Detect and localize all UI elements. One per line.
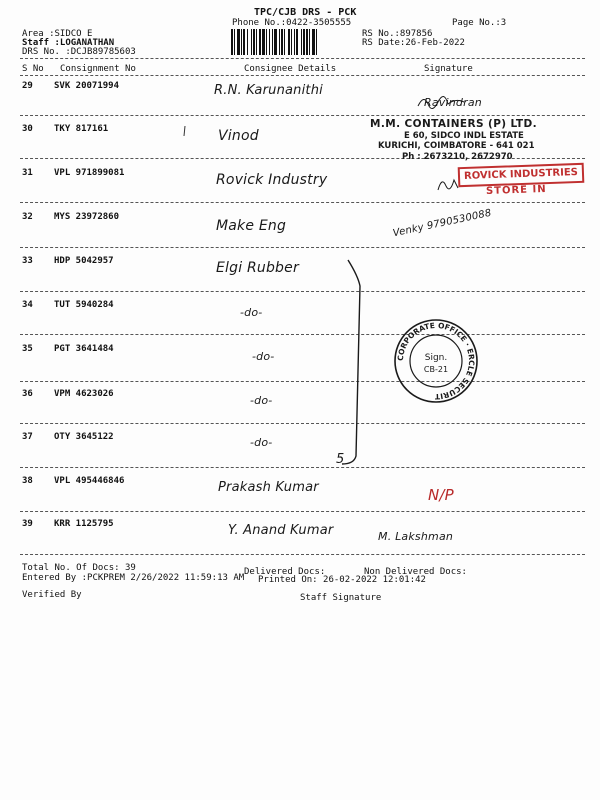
divider bbox=[20, 58, 585, 59]
barcode-bar bbox=[259, 29, 261, 55]
row-sno: 31 bbox=[22, 168, 33, 178]
seal-center-text: Sign. bbox=[424, 353, 448, 363]
barcode-bar bbox=[281, 29, 283, 55]
row-consignment-no: MYS 23972860 bbox=[54, 212, 120, 222]
area-field: Area :SIDCO E bbox=[22, 29, 93, 39]
row-consignment-no: HDP 5042957 bbox=[54, 256, 114, 266]
row-consignee-handwritten: -do- bbox=[250, 436, 273, 449]
row-divider bbox=[20, 511, 585, 512]
row-consignment-no: TKY 817161 bbox=[54, 124, 109, 134]
rovick-stamp bbox=[456, 163, 584, 217]
row-sno: 32 bbox=[22, 212, 33, 222]
row-consignment-no: SVK 20071994 bbox=[54, 81, 120, 91]
bracket-mark bbox=[326, 256, 372, 476]
rovick-stamp-name: ROVICK INDUSTRIES bbox=[458, 163, 585, 187]
row-signature-handwritten: Venky 9790530088 bbox=[391, 207, 493, 240]
staff-field: Staff :LOGANATHAN bbox=[22, 38, 115, 48]
row-consignment-no: PGT 3641484 bbox=[54, 344, 114, 354]
row-consignee-handwritten: -do- bbox=[250, 394, 273, 407]
drs-number: DRS No. :DCJB89785603 bbox=[22, 47, 136, 57]
non-delivered-docs: Non Delivered Docs: bbox=[364, 567, 467, 577]
barcode-bar bbox=[291, 29, 292, 55]
barcode-bar bbox=[303, 29, 305, 55]
document-title: TPC/CJB DRS - PCK bbox=[254, 7, 357, 18]
stamp-address-line: E 60, SIDCO INDL ESTATE bbox=[404, 131, 524, 141]
entered-by: Entered By :PCKPREM 2/26/2022 11:59:13 AM bbox=[22, 573, 245, 583]
row-signature-handwritten: M. Lakshman bbox=[378, 530, 454, 543]
row-sno: 37 bbox=[22, 432, 33, 442]
barcode-bar bbox=[234, 29, 235, 55]
barcode-bar bbox=[266, 29, 267, 55]
barcode-bar bbox=[294, 29, 295, 55]
barcode-bar bbox=[262, 29, 265, 55]
row-consignee-handwritten: Make Eng bbox=[216, 218, 287, 234]
row-consignee-handwritten: Y. Anand Kumar bbox=[228, 523, 334, 538]
total-docs: Total No. Of Docs: 39 bbox=[22, 563, 136, 573]
row-sno: 33 bbox=[22, 256, 33, 266]
row-sno: 39 bbox=[22, 519, 33, 529]
row-divider bbox=[20, 334, 585, 335]
row-sno: 38 bbox=[22, 476, 33, 486]
column-header-consignee: Consignee Details bbox=[244, 64, 337, 74]
barcode-bar bbox=[309, 29, 310, 55]
company-stamp bbox=[362, 104, 562, 172]
row-divider bbox=[20, 554, 585, 555]
barcode-bar bbox=[256, 29, 257, 55]
row-divider bbox=[20, 381, 585, 382]
stamp-company-name: M.M. CONTAINERS (P) LTD. bbox=[370, 118, 537, 130]
barcode-bar bbox=[274, 29, 277, 55]
row-consignment-no: KRR 1125795 bbox=[54, 519, 114, 529]
barcode-bar bbox=[241, 29, 242, 55]
barcode-bar bbox=[251, 29, 252, 55]
row-divider bbox=[20, 291, 585, 292]
row-divider bbox=[20, 247, 585, 248]
barcode-bar bbox=[231, 29, 233, 55]
row-consignee-handwritten: R.N. Karunanithi bbox=[214, 83, 323, 98]
stamp-address-line: KURICHI, COIMBATORE - 641 021 bbox=[378, 141, 535, 151]
row-consignment-no: VPL 495446846 bbox=[54, 476, 125, 486]
row-consignment-no: VPM 4623026 bbox=[54, 389, 114, 399]
row-consignee-handwritten: -do- bbox=[252, 350, 275, 363]
barcode-bar bbox=[306, 29, 308, 55]
row-sno: 35 bbox=[22, 344, 33, 354]
seal-date-text: CB-21 bbox=[423, 365, 449, 374]
row-consignment-no: VPL 971899081 bbox=[54, 168, 125, 178]
row-consignment-no: OTY 3645122 bbox=[54, 432, 114, 442]
seal-ring-text: CORPORATE OFFICE · ERCLE SECURIT bbox=[395, 320, 477, 402]
barcode-bar bbox=[288, 29, 290, 55]
barcode-bar bbox=[269, 29, 270, 55]
divider bbox=[20, 75, 585, 76]
barcode-bar bbox=[253, 29, 255, 55]
phone-number: Phone No.:0422-3505555 bbox=[232, 18, 352, 28]
barcode-bar bbox=[243, 29, 245, 55]
row-consignee-handwritten: Prakash Kumar bbox=[218, 480, 319, 495]
barcode-bar bbox=[316, 29, 317, 55]
row-sno: 34 bbox=[22, 300, 33, 310]
stamp-phone: Ph : 2673210, 2672970 bbox=[402, 152, 513, 162]
row-consignment-no: TUT 5940284 bbox=[54, 300, 114, 310]
column-header-sno: S No bbox=[22, 64, 44, 74]
bracket-count: 5 bbox=[336, 452, 345, 467]
row-signature-handwritten: Ravindran bbox=[424, 96, 482, 109]
staff-signature: Staff Signature bbox=[300, 593, 382, 603]
verified-by: Verified By bbox=[22, 590, 82, 600]
delivered-docs: Delivered Docs: bbox=[244, 567, 326, 577]
row-consignee-handwritten: Vinod bbox=[218, 128, 259, 144]
barcode-bar bbox=[312, 29, 315, 55]
rs-number: RS No.:897856 bbox=[362, 29, 433, 39]
row-signature-handwritten: N/P bbox=[428, 486, 454, 504]
rs-date: RS Date:26-Feb-2022 bbox=[362, 38, 465, 48]
barcode-bar bbox=[279, 29, 280, 55]
row-consignee-handwritten: Rovick Industry bbox=[216, 172, 328, 188]
row-sno: 30 bbox=[22, 124, 33, 134]
rovick-stamp-sub: STORE IN bbox=[485, 183, 547, 198]
column-header-signature: Signature bbox=[424, 64, 473, 74]
printed-on: Printed On: 26-02-2022 12:01:42 bbox=[258, 575, 426, 585]
barcode-bar bbox=[272, 29, 273, 55]
page-number: Page No.:3 bbox=[452, 18, 507, 28]
barcode-bar bbox=[237, 29, 240, 55]
barcode bbox=[230, 29, 356, 55]
row-sno: 36 bbox=[22, 389, 33, 399]
column-header-consignment: Consignment No bbox=[60, 64, 136, 74]
row-consignee-handwritten: Elgi Rubber bbox=[216, 260, 299, 276]
barcode-bar bbox=[301, 29, 302, 55]
barcode-bar bbox=[247, 29, 248, 55]
tick-mark bbox=[180, 124, 190, 138]
company-seal bbox=[393, 318, 479, 404]
barcode-bar bbox=[296, 29, 298, 55]
barcode-bar bbox=[284, 29, 285, 55]
row-divider bbox=[20, 423, 585, 424]
row-consignee-handwritten: -do- bbox=[240, 306, 263, 319]
row-sno: 29 bbox=[22, 81, 33, 91]
row-divider bbox=[20, 467, 585, 468]
